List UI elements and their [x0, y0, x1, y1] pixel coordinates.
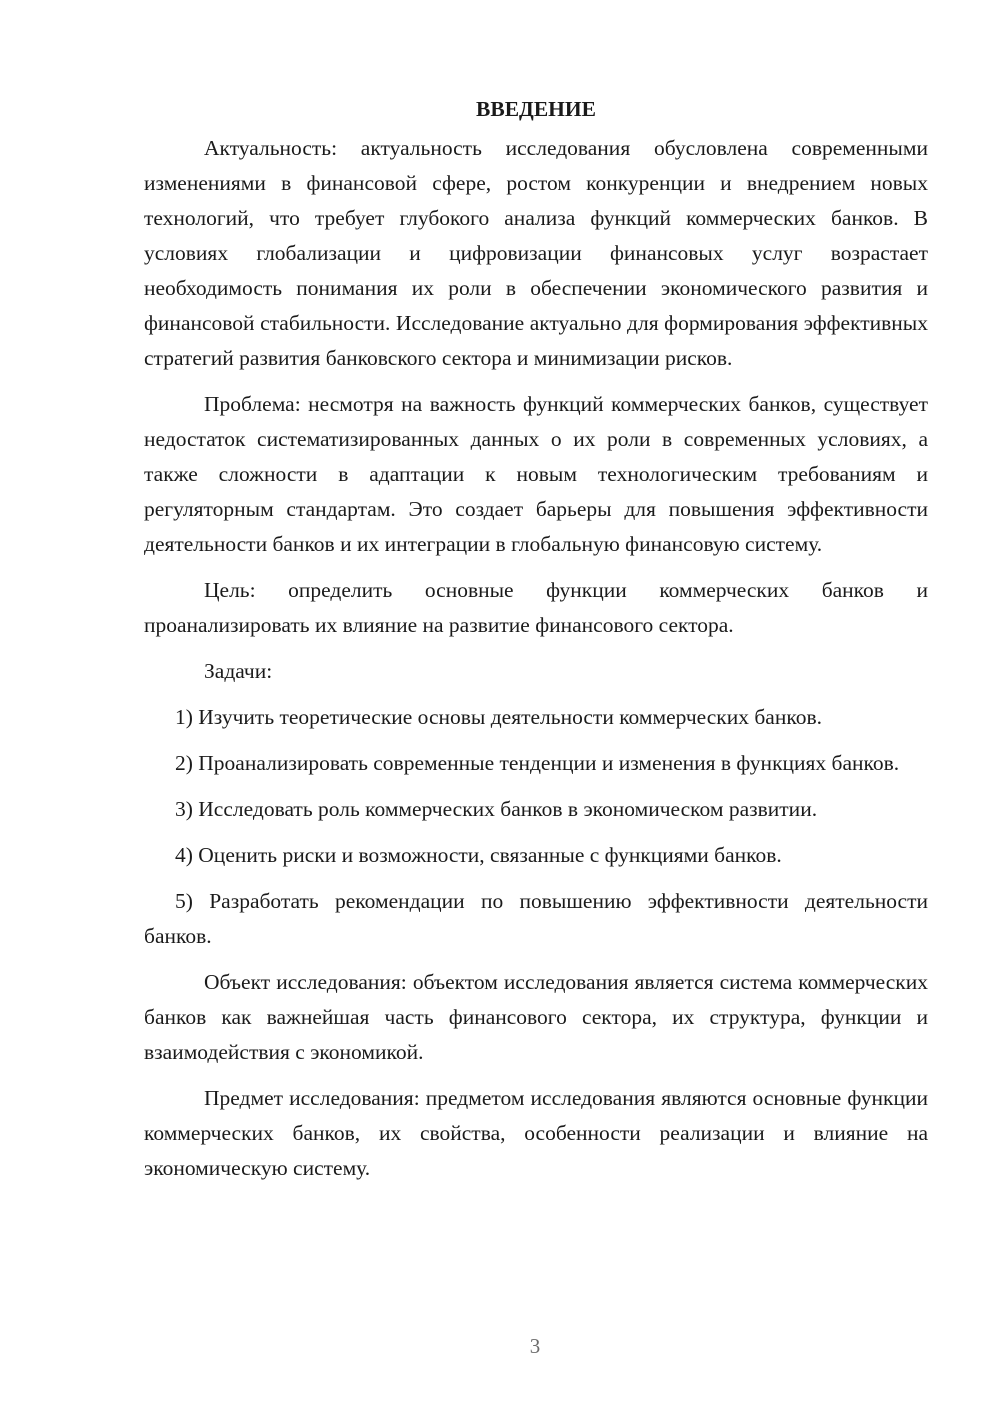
- task-item: 5) Разработать рекомендации по повышению эффективности деятельности банков.: [144, 889, 928, 948]
- section-title: ВВЕДЕНИЕ: [476, 97, 596, 121]
- paragraph-relevance: Актуальность: актуальность исследования обусловлена современными изменениями в финансовой сфере, ростом конкуренции и внедрением новых технологий, что требует глубокого анализа функций коммерческих банков. В условиях глобализации и цифровизации финансовых услуг возрастает необходимость понимания их роли в обеспечении экономического развития и финансовой стабильности. Исследование актуально для формирования эффективных стратегий развития банковского сектора и минимизации рисков.: [144, 136, 928, 370]
- task-item: 3) Исследовать роль коммерческих банков в экономическом развитии.: [175, 797, 818, 821]
- document-body: [144, 92, 928, 1197]
- task-item: 1) Изучить теоретические основы деятельности коммерческих банков.: [175, 705, 822, 729]
- paragraph-subject: Предмет исследования: предметом исследования являются основные функции коммерческих банков, их свойства, особенности реализации и влияние на экономическую систему.: [144, 1086, 928, 1180]
- paragraph-problem: Проблема: несмотря на важность функций коммерческих банков, существует недостаток систематизированных данных о их роли в современных условиях, а также сложности в адаптации к новым технологическим требованиям и регуляторным стандартам. Это создает барьеры для повышения эффективности деятельности банков и их интеграции в глобальную финансовую систему.: [144, 392, 928, 556]
- page-number: 3: [529, 1334, 541, 1358]
- task-item: 4) Оценить риски и возможности, связанные с функциями банков.: [175, 843, 782, 867]
- task-item: 2) Проанализировать современные тенденции и изменения в функциях банков.: [175, 751, 900, 775]
- paragraph-object: Объект исследования: объектом исследования является система коммерческих банков как важнейшая часть финансового сектора, их структура, функции и взаимодействия с экономикой.: [144, 970, 928, 1064]
- tasks-heading: Задачи:: [204, 659, 273, 683]
- paragraph-goal: Цель: определить основные функции коммерческих банков и проанализировать их влияние на развитие финансового сектора.: [144, 578, 928, 637]
